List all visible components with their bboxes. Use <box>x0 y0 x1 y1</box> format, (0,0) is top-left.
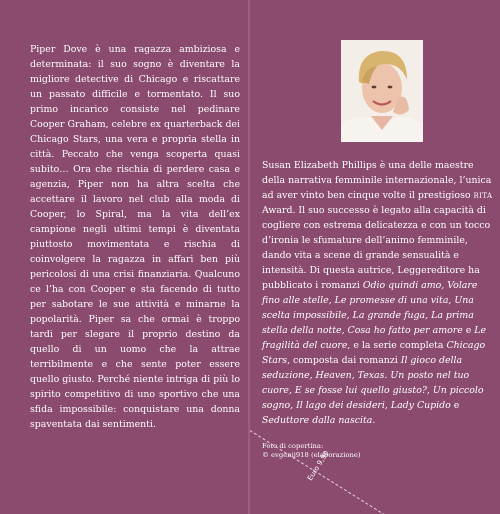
bio-titles-4: Il gioco della seduzione, Heaven, Texas. Un posto nel tuo cuore, E se fosse lui quello giusto?, Un piccolo sogno, Il lago dei desideri, Lady Cupido <box>262 355 484 411</box>
bio-award-rest: Award. Il suo successo è legato alla capacità di cogliere con estrema delicatezza e con un tocco d’ironia le sfumature dell’animo femminile, dando vita a scene di grande sensualità e intensità. Di questa autrice, Leggereditore ha pubblicato i romanzi <box>262 205 491 291</box>
author-bio <box>262 158 494 428</box>
author-photo <box>341 40 423 142</box>
price-label: Euro 9,90 <box>306 449 331 483</box>
bio-sep-3: , composta dai romanzi <box>287 355 401 366</box>
bio-titles-2: Le fragilità del cuore <box>262 325 487 351</box>
bio-titles-5: Seduttore dalla nascita <box>262 415 373 426</box>
bio-end: . <box>372 415 376 426</box>
author-portrait-illustration <box>341 40 423 142</box>
credit-line-1: Foto di copertina: <box>262 442 324 450</box>
bio-sep-1: e <box>462 325 475 336</box>
synopsis-text: Piper Dove è una ragazza ambiziosa e determinata: il suo sogno è diventare la migliore detective di Chicago e riscattare un passato difficile e tormentato. Il suo primo incarico consiste nel pedinare Cooper Graham, celebre ex quarterback dei Chicago Stars, una vera e propria stella in città. Peccato che venga scoperta quasi subito… Ora che rischia di perdere casa e agenzia, Piper non ha altra scelta che accettare il lavoro nel club alla moda di Cooper, lo Spiral, ma la vita dell’ex campione negli ultimi tempi è diventata piuttosto movimentata e rischia di coinvolgere la ragazza in affari ben più pericolosi di una crisi finanziaria. Qualcuno ce l’ha con Cooper e sta facendo di tutto per sabotare le sue attività e minarne la popolarità. Piper sa che ormai è troppo tardi per slegare il proprio destino da quello di un uomo che la attrae terribilmente e che sente poter essere quello giusto. Perché niente intriga di più lo spirito competitivo di uno sportivo che una sfida impossibile: conquistare una donna spaventata dai sentimenti. <box>30 44 240 430</box>
bio-series-name: Chicago Stars <box>262 340 486 366</box>
credit-line-2: © evgenij918 (elaborazione) <box>262 451 361 459</box>
bio-intro: Susan Elizabeth Phillips è una delle maestre della narrativa femminile internazionale, l’unica ad aver vinto ben cinque volte il prestigioso <box>262 160 492 201</box>
bio-award-caps: rita <box>473 190 493 201</box>
dashed-cut-line <box>250 430 390 514</box>
bio-titles-1: Odio quindi amo, Volare fino alle stelle, Le promesse di una vita, Una scelta impossibile, La grande fuga, La prima stella della notte, Cosa ho fatto per amore <box>262 280 478 336</box>
bio-sep-4: e <box>450 400 460 411</box>
bio-sep-2: , e la serie completa <box>347 340 447 351</box>
price-cut-line <box>250 430 390 514</box>
